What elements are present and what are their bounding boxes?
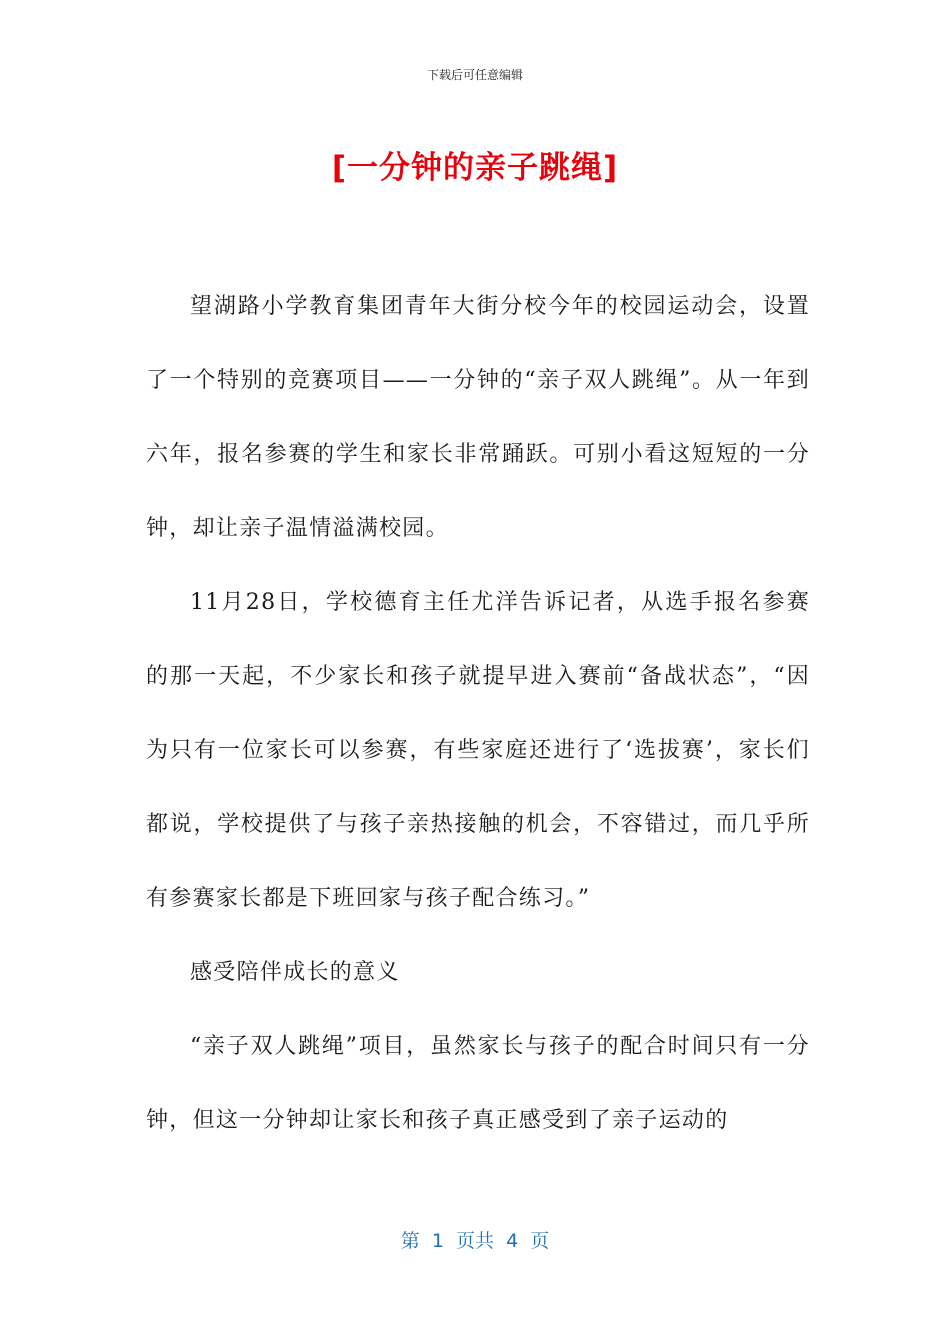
paragraph-3: “亲子双人跳绳”项目，虽然家长与孩子的配合时间只有一分钟，但这一分钟却让家长和孩子真正感受到了亲子运动的	[146, 1034, 810, 1133]
paragraph-1: 望湖路小学教育集团青年大街分校今年的校园运动会，设置了一个特别的竞赛项目——一分钟的“亲子双人跳绳”。从一年到六年，报名参赛的学生和家长非常踊跃。可别小看这短短的一分钟，却让亲子温情溢满校园。	[146, 294, 810, 541]
page-number-footer: 第 1 页共 4 页	[400, 1230, 550, 1252]
section-heading: 感受陪伴成长的意义	[190, 960, 400, 985]
paragraph-2: 11月28日，学校德育主任尤洋告诉记者，从选手报名参赛的那一天起，不少家长和孩子就提早进入赛前“备战状态”，“因为只有一位家长可以参赛，有些家庭还进行了‘选拔赛’，家长们都说，学校提供了与孩子亲热接触的机会，不容错过，而几乎所有参赛家长都是下班回家与孩子配合练习。”	[146, 590, 810, 911]
document-body	[146, 270, 810, 1158]
document-title: [一分钟的亲子跳绳]	[331, 150, 619, 186]
page-header-note: 下载后可任意编辑	[426, 68, 523, 82]
